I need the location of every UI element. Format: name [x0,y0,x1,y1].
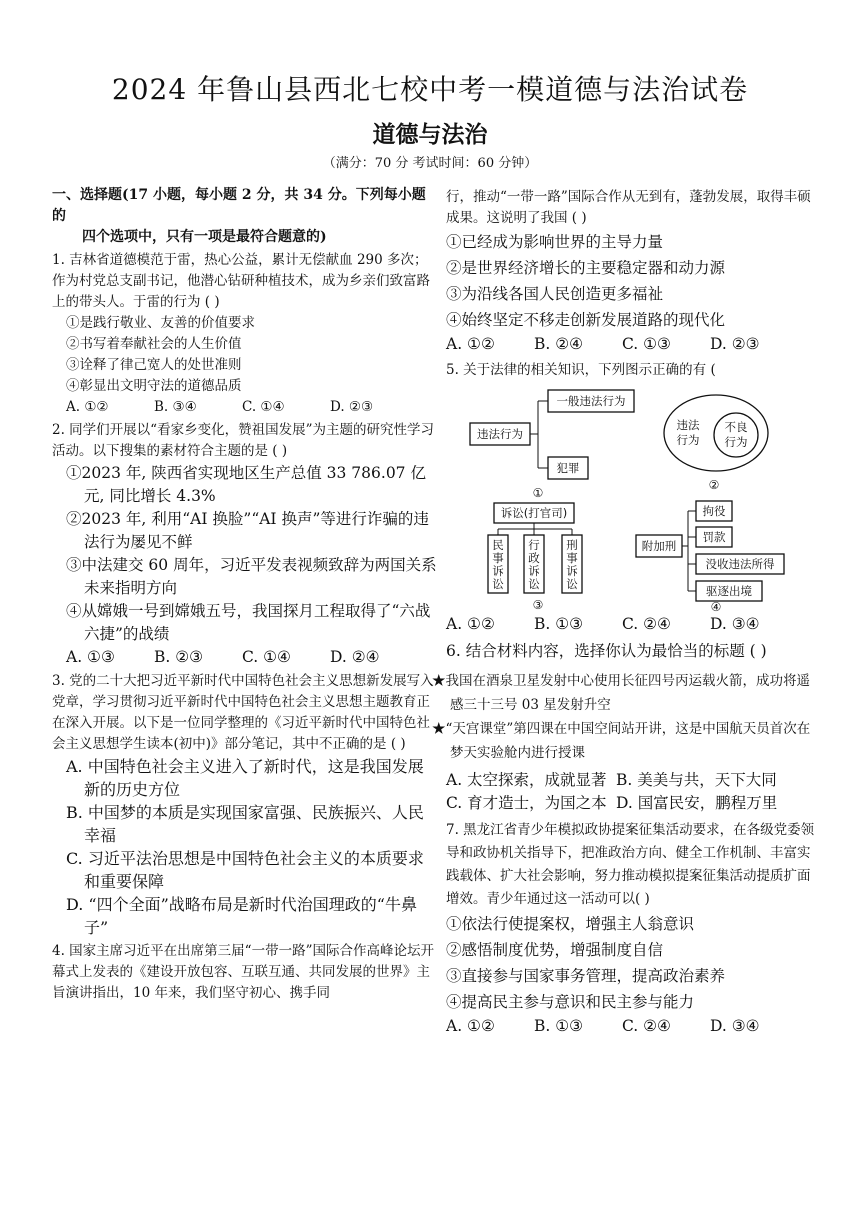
choice-a[interactable]: A. ①② [446,335,495,353]
answer-choices [52,397,437,418]
question-stem: 3. 党的二十大把习近平新时代中国特色社会主义思想新发展写入党章，学习贯彻习近平新时代中国特色社会主义思想主题教育正在深入开展。以下是一位同学整理的《习近平新时代中国特色社会主义思想学生读本(初中)》部分笔记，其中不正确的是 ( ) [52,673,434,752]
statement-item: ②书写着奉献社会的人生价值 [66,336,242,352]
question-stem-continued: 行，推动“一带一路”国际合作从无到有，蓬勃发展，取得丰硕成果。这说明了我国 ( ) [446,189,811,226]
choice-b[interactable]: B. ③④ [154,399,197,415]
question-stem: 6. 结合材料内容，选择你认为最恰当的标题 ( ) [446,642,767,660]
diagram4-root: 附加刑 [641,539,677,553]
option-d[interactable]: D. 国富民安，鹏程万里 [616,794,778,812]
diagram-2 [664,395,768,492]
choice-c[interactable]: C. ①④ [242,648,291,666]
choice-c[interactable]: C. ①③ [622,335,671,353]
section-title-line1: 一、选择题(17 小题，每小题 2 分，共 34 分。下列每小题的 [52,187,426,224]
svg-text:讼: 讼 [566,577,578,591]
choice-d[interactable]: D. ②④ [330,648,380,666]
statement-item: ①依法行使提案权，增强主人翁意识 [446,915,695,933]
diagram1-branch-top: 一般违法行为 [556,394,626,408]
svg-text:诉: 诉 [492,564,504,578]
question-7 [446,819,816,1038]
choice-a[interactable]: A. ①② [446,615,495,633]
svg-text:行: 行 [528,538,540,552]
diagram1-number: ① [532,486,544,500]
law-diagrams [446,385,816,613]
choice-c[interactable]: C. ①④ [242,399,285,415]
choice-c[interactable]: C. ②④ [622,1017,671,1035]
choice-d[interactable]: D. ②③ [330,399,374,415]
question-4-part1 [52,941,437,1004]
question-stem: 2. 同学们开展以“看家乡变化，赞祖国发展”为主题的研究性学习活动。以下搜集的素材符合主题的是 ( ) [52,422,434,459]
exam-title: 2024 年鲁山县西北七校中考一模道德与法治试卷 [111,73,749,106]
svg-text:事: 事 [492,551,504,565]
question-stem: 7. 黑龙江省青少年模拟政协提案征集活动要求，在各级党委领导和政协机关指导下，把准政治方向、健全工作机制、丰富实践载体、扩大社会影响，努力推动模拟提案征集活动提质扩面增效。青少年通过这一活动可以( ) [446,822,815,907]
diagram-4 [636,501,784,613]
diagram2-number: ② [708,478,720,492]
question-4-part2 [446,187,816,356]
statement-item: ①2023 年, 陕西省实现地区生产总值 33 786.07 亿元, 同比增长 4.3% [66,464,426,505]
diagram4-child-1: 拘役 [702,504,726,518]
question-6 [432,640,816,815]
choice-d[interactable]: D. ③④ [710,615,760,633]
section-title-line2: 四个选项中，只有一项是最符合题意的) [82,229,327,245]
diagram-figure [466,385,796,613]
diagram4-child-2: 罚款 [702,530,726,544]
svg-text:事: 事 [566,551,578,565]
diagram3-number: ③ [532,598,544,612]
option-a[interactable]: A. 太空探索，成就显著 [446,771,607,789]
statement-item: ①是践行敬业、友善的价值要求 [66,315,255,331]
material-item: ★我国在酒泉卫星发射中心使用长征四号丙运载火箭，成功将遥感三十三号 03 星发射升空 [432,673,810,713]
choice-b[interactable]: B. ①③ [534,1017,584,1035]
answer-choices [52,646,437,669]
svg-text:诉: 诉 [566,564,578,578]
question-stem: 1. 吉林省道德模范于雷，热心公益，累计无偿献血 290 多次；作为村党总支副书记，他潜心钻研种植技术，成为乡亲们致富路上的带头人。于雷的行为 ( ) [52,252,430,310]
diagram3-root: 诉讼(打官司) [500,506,568,520]
diagram1-root: 违法行为 [477,427,523,441]
diagram4-child-4: 驱逐出境 [706,584,752,598]
statement-item: ③直接参与国家事务管理，提高政治素养 [446,967,726,985]
svg-text:讼: 讼 [492,577,504,591]
option-c[interactable]: C. 习近平法治思想是中国特色社会主义的本质要求和重要保障 [66,849,424,891]
option-d[interactable]: D. “四个全面”战略布局是新时代治国理政的“牛鼻子” [66,895,417,937]
statement-item: ④始终坚定不移走创新发展道路的现代化 [446,311,726,329]
statement-item: ③中法建交 60 周年，习近平发表视频致辞为两国关系未来指明方向 [66,556,437,597]
option-c[interactable]: C. 育才造士，为国之本 [446,794,607,812]
statement-item: ④从嫦娥一号到嫦娥五号，我国探月工程取得了“六战六捷”的战绩 [66,602,431,643]
choice-b[interactable]: B. ①③ [534,615,584,633]
statement-item: ④彰显出文明守法的道德品质 [66,378,242,394]
diagram1-branch-bottom: 犯罪 [556,461,580,475]
statement-item: ②感悟制度优势，增强制度自信 [446,941,664,959]
svg-text:民: 民 [492,538,504,552]
left-column [52,185,437,1004]
statement-item: ③诠释了律己宽人的处世准则 [66,357,242,373]
diagram4-number: ④ [710,600,722,613]
option-b[interactable]: B. 美美与共，天下大同 [616,771,777,789]
svg-text:讼: 讼 [528,577,540,591]
diagram-1 [470,390,634,500]
svg-text:刑: 刑 [566,538,578,552]
exam-subtitle: 道德与法治 [372,121,488,148]
option-a[interactable]: A. 中国特色社会主义进入了新时代，这是我国发展新的历史方位 [66,757,424,799]
option-b[interactable]: B. 中国梦的本质是实现国家富强、民族振兴、人民幸福 [66,803,424,845]
choice-d[interactable]: D. ③④ [710,1017,760,1035]
question-5 [446,360,816,636]
svg-text:政: 政 [528,551,540,565]
answer-choices [446,1015,816,1038]
material-item: ★“天宫课堂”第四课在中国空间站开讲，这是中国航天员首次在梦天实验舱内进行授课 [432,721,811,761]
question-3 [52,671,437,939]
diagram4-child-3: 没收违法所得 [705,557,775,571]
question-stem: 4. 国家主席习近平在出席第三届“一带一路”国际合作高峰论坛开幕式上发表的《建设开放包容、互联互通、共同发展的世界》主旨演讲指出，10 年来，我们坚守初心、携手同 [52,943,434,1001]
svg-text:行为: 行为 [676,433,700,447]
question-stem: 5. 关于法律的相关知识，下列图示正确的有 ( [446,362,716,378]
svg-text:行为: 行为 [724,435,748,449]
question-2 [52,420,437,669]
answer-choices [446,333,816,356]
choice-a[interactable]: A. ①② [446,1017,495,1035]
statement-item: ③为沿线各国人民创造更多福祉 [446,285,664,303]
diagram-3 [488,503,582,612]
statement-item: ④提高民主参与意识和民主参与能力 [446,993,695,1011]
choice-a[interactable]: A. ①③ [66,648,115,666]
statement-item: ②是世界经济增长的主要稳定器和动力源 [446,259,726,277]
choice-a[interactable]: A. ①② [66,399,109,415]
svg-text:诉: 诉 [528,564,540,578]
diagram2-outer-label: 违法 [676,418,700,432]
answer-choices [446,613,816,636]
choice-c[interactable]: C. ②④ [622,615,671,633]
right-column [432,185,816,1038]
statement-item: ①已经成为影响世界的主导力量 [446,233,664,251]
choice-d[interactable]: D. ②③ [710,335,760,353]
choice-b[interactable]: B. ②④ [534,335,584,353]
diagram2-inner-label: 不良 [724,420,748,434]
statement-item: ②2023 年, 利用“AI 换脸”“AI 换声”等进行诈骗的违法行为屡见不鲜 [66,510,429,551]
choice-b[interactable]: B. ②③ [154,648,204,666]
option-grid [446,769,816,815]
question-1 [52,250,437,418]
exam-info: （满分：70 分 考试时间：60 分钟） [322,156,538,171]
